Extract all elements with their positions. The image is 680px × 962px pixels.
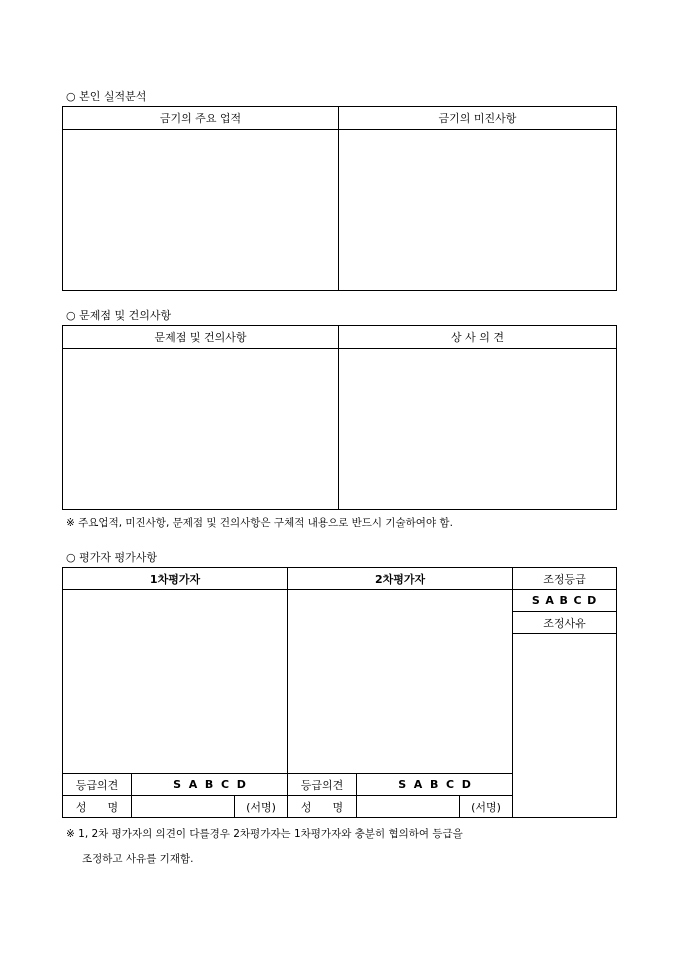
evaluator-note-line1: ※ 1, 2차 평가자의 의견이 다를경우 2차평가자는 1차평가자와 충분히 협의하여 등급을 — [66, 828, 463, 840]
issues-field[interactable] — [63, 349, 339, 510]
second-grade-options[interactable]: S A B C D — [357, 774, 513, 796]
supervisor-opinion-field[interactable] — [339, 349, 617, 510]
first-grade-options[interactable]: S A B C D — [132, 774, 288, 796]
second-name-label: 성 명 — [288, 796, 357, 818]
first-name-field[interactable] — [132, 796, 235, 818]
second-grade-opinion-label: 등급의견 — [288, 774, 357, 796]
header-shortfalls: 금기의 미진사항 — [339, 107, 617, 130]
header-major-achievements: 금기의 주요 업적 — [63, 107, 339, 130]
header-adjust-reason: 조정사유 — [513, 612, 617, 634]
first-sign-label: (서명) — [235, 796, 288, 818]
header-supervisor-opinion: 상 사 의 견 — [339, 326, 617, 349]
section-title-performance: ○ 본인 실적분석 — [66, 90, 147, 103]
issues-note: ※ 주요업적, 미진사항, 문제점 및 건의사항은 구체적 내용으로 반드시 기술하여야 함. — [66, 517, 453, 529]
adjust-reason-field[interactable] — [513, 634, 617, 818]
performance-table — [62, 106, 617, 291]
second-sign-label: (서명) — [460, 796, 513, 818]
section-title-evaluator: ○ 평가자 평가사항 — [66, 551, 157, 564]
major-achievements-field[interactable] — [63, 130, 339, 291]
shortfalls-field[interactable] — [339, 130, 617, 291]
header-second-evaluator: 2차평가자 — [288, 568, 513, 590]
header-issues: 문제점 및 건의사항 — [63, 326, 339, 349]
first-evaluator-field[interactable] — [63, 590, 288, 774]
evaluator-table — [62, 567, 617, 818]
second-evaluator-field[interactable] — [288, 590, 513, 774]
evaluator-note-line2: 조정하고 사유를 기재함. — [82, 853, 194, 865]
first-grade-opinion-label: 등급의견 — [63, 774, 132, 796]
second-name-field[interactable] — [357, 796, 460, 818]
header-first-evaluator: 1차평가자 — [63, 568, 288, 590]
issues-table — [62, 325, 617, 510]
header-adjust-grade: 조정등급 — [513, 568, 617, 590]
adjust-grade-options[interactable]: S A B C D — [513, 590, 617, 612]
section-title-issues: ○ 문제점 및 건의사항 — [66, 309, 172, 322]
first-name-label: 성 명 — [63, 796, 132, 818]
